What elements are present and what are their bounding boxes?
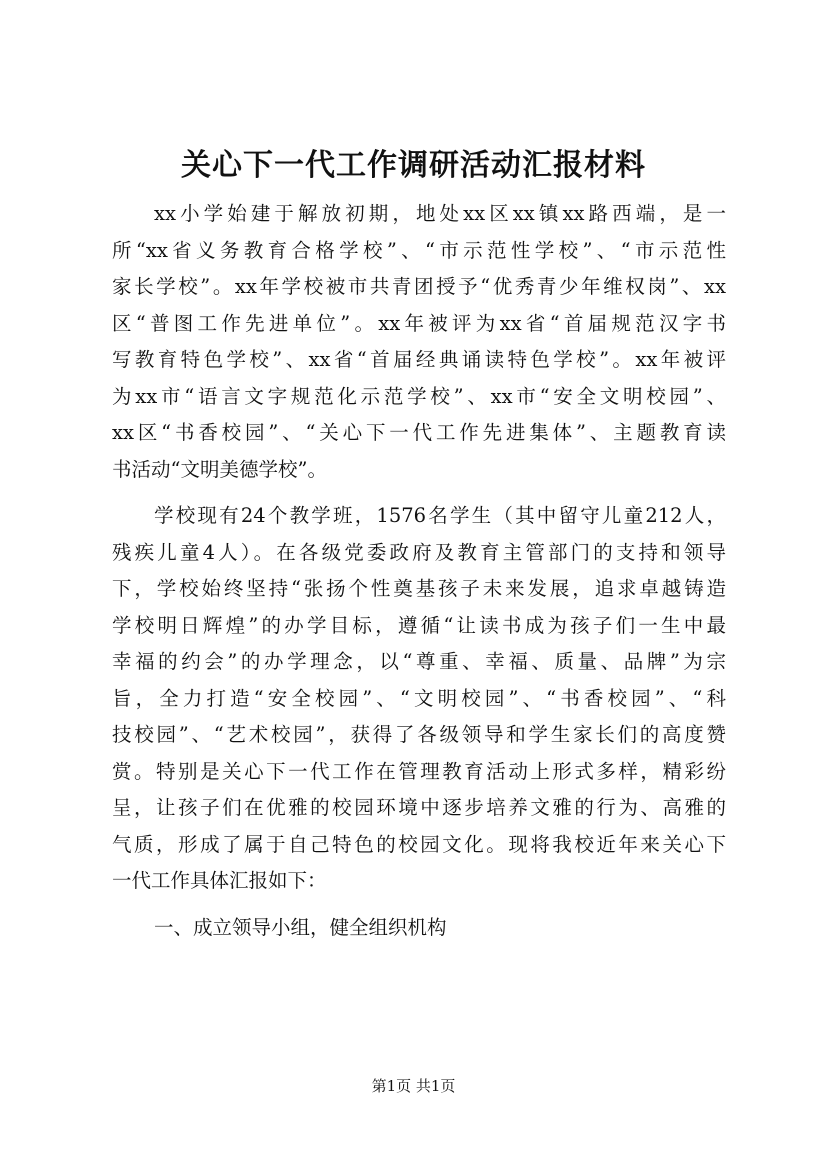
text-line: 学校明日辉煌”的办学目标，遵循“让读书成为孩子们一生中最	[112, 613, 726, 637]
page-footer: 第1页 共1页	[371, 1077, 456, 1095]
text-line: 下，学校始终坚持“张扬个性奠基孩子未来发展，追求卓越铸造	[112, 577, 726, 600]
text-line: 残疾儿童4人）。在各级党委政府及教育主管部门的支持和领导	[112, 540, 726, 564]
text-line: 区“普图工作先进单位”。xx年被评为xx省“首届规范汉字书	[112, 311, 726, 335]
text-line: xx小学始建于解放初期，地处xx区xx镇xx路西端，是一	[154, 202, 726, 225]
document-title: 关心下一代工作调研活动汇报材料	[181, 148, 646, 183]
section-heading	[112, 910, 726, 947]
text-line: 呈，让孩子们在优雅的校园环境中逐步培养文雅的行为、高雅的	[112, 796, 726, 819]
text-line: 气质，形成了属于自己特色的校园文化。现将我校近年来关心下	[112, 832, 726, 856]
document-body	[112, 196, 726, 946]
text-line: 学校现有24个教学班，1576名学生（其中留守儿童212人，	[154, 504, 726, 527]
text-line: 旨，全力打造“安全校园”、“文明校园”、“书香校园”、“科	[112, 686, 726, 710]
text-line: 技校园”、“艺术校园”，获得了各级领导和学生家长们的高度赞	[112, 723, 726, 746]
text-line: 一代工作具体汇报如下：	[112, 869, 327, 892]
text-line: 家长学校”。xx年学校被市共青团授予“优秀青少年维权岗”、xx	[112, 275, 726, 298]
text-line: 所“xx省义务教育合格学校”、“市示范性学校”、“市示范性	[112, 238, 726, 262]
text-line: 赏。特别是关心下一代工作在管理教育活动上形式多样，精彩纷	[112, 759, 726, 783]
text-line: 为xx市“语言文字规范化示范学校”、xx市“安全文明校园”、	[112, 384, 726, 408]
text-line: 一、成立领导小组，健全组织机构	[154, 915, 447, 939]
paragraph	[112, 196, 726, 488]
text-line: 幸福的约会”的办学理念，以“尊重、幸福、质量、品牌”为宗	[112, 650, 726, 673]
paragraph	[112, 498, 726, 900]
text-line: 写教育特色学校”、xx省“首届经典诵读特色学校”。xx年被评	[112, 348, 726, 371]
text-line: xx区“书香校园”、“关心下一代工作先进集体”、主题教育读	[112, 421, 726, 444]
text-line: 书活动“文明美德学校”。	[112, 457, 327, 481]
